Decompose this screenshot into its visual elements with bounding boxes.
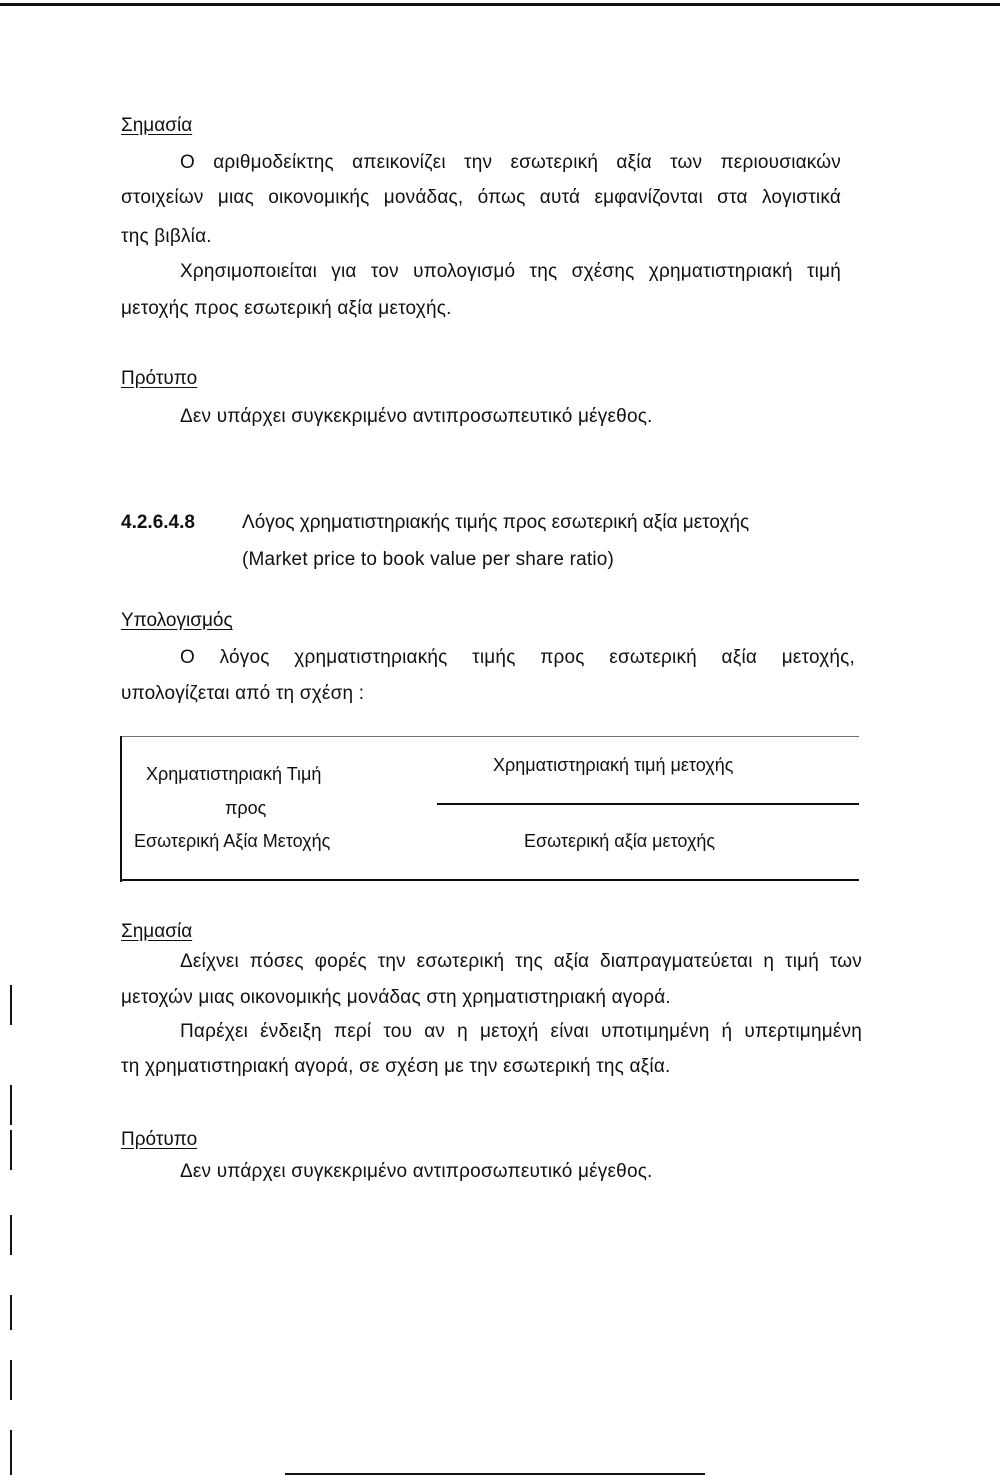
standard-heading: Πρότυπο — [121, 1129, 198, 1150]
scan-margin-mark — [10, 1430, 12, 1475]
formula-denominator: Εσωτερική αξία μετοχής — [524, 831, 716, 851]
scan-margin-mark — [10, 1085, 12, 1125]
scan-margin-mark — [10, 1360, 12, 1400]
paragraph-line: της βιβλία. — [121, 226, 212, 247]
section-subtitle: (Market price to book value per share ratio) — [242, 549, 615, 570]
paragraph-line: στοιχείων μιας οικονομικής μονάδας, όπως αυτά εμφανίζονται στα λογιστικά — [121, 187, 841, 208]
paragraph-line: Ο αριθμοδείκτης απεικονίζει την εσωτερική αξία των περιουσιακών — [180, 152, 841, 173]
paragraph-line: Δείχνει πόσες φορές την εσωτερική της αξία διαπραγματεύεται η τιμή των — [180, 951, 862, 972]
scan-margin-mark — [10, 1130, 12, 1170]
formula-numerator: Χρηματιστηριακή τιμή μετοχής — [493, 755, 734, 775]
formula-left-line-2: προς — [225, 798, 267, 818]
significance-heading: Σημασία — [121, 921, 193, 942]
paragraph-line: Παρέχει ένδειξη περί του αν η μετοχή είναι υποτιμημένη ή υπερτιμημένη — [180, 1021, 862, 1042]
section-title: Λόγος χρηματιστηριακής τιμής προς εσωτερική αξία μετοχής — [242, 512, 750, 533]
formula-box-top-border — [121, 736, 859, 737]
standard-text: Δεν υπάρχει συγκεκριμένο αντιπροσωπευτικό μέγεθος. — [180, 1161, 653, 1182]
fraction-bar — [437, 803, 859, 805]
paragraph-line: μετοχής προς εσωτερική αξία μετοχής. — [121, 298, 452, 319]
scan-bottom-line — [285, 1473, 705, 1475]
paragraph-line: μετοχών μιας οικονομικής μονάδας στη χρηματιστηριακή αγορά. — [121, 987, 671, 1008]
calculation-line: Ο λόγος χρηματιστηριακής τιμής προς εσωτερική αξία μετοχής, — [180, 647, 855, 668]
scan-margin-mark — [10, 1295, 12, 1330]
scan-top-edge — [0, 3, 1000, 6]
scan-margin-mark — [10, 985, 12, 1025]
paragraph-line: Χρησιμοποιείται για τον υπολογισμό της σχέσης χρηματιστηριακή τιμή — [180, 261, 841, 282]
formula-box-bottom-border — [121, 879, 859, 881]
calculation-line: υπολογίζεται από τη σχέση : — [121, 683, 365, 704]
formula-box-left-border — [120, 736, 122, 882]
formula-left-line-3: Εσωτερική Αξία Μετοχής — [134, 831, 331, 851]
paragraph-line: τη χρηματιστηριακή αγορά, σε σχέση με την εσωτερική της αξία. — [121, 1056, 671, 1077]
standard-text: Δεν υπάρχει συγκεκριμένο αντιπροσωπευτικό μέγεθος. — [180, 406, 653, 427]
scan-margin-mark — [10, 1215, 12, 1255]
standard-heading: Πρότυπο — [121, 368, 198, 389]
significance-heading: Σημασία — [121, 115, 193, 136]
calculation-heading: Υπολογισμός — [121, 610, 233, 631]
section-number: 4.2.6.4.8 — [121, 512, 195, 533]
formula-left-line-1: Χρηματιστηριακή Τιμή — [146, 764, 322, 784]
